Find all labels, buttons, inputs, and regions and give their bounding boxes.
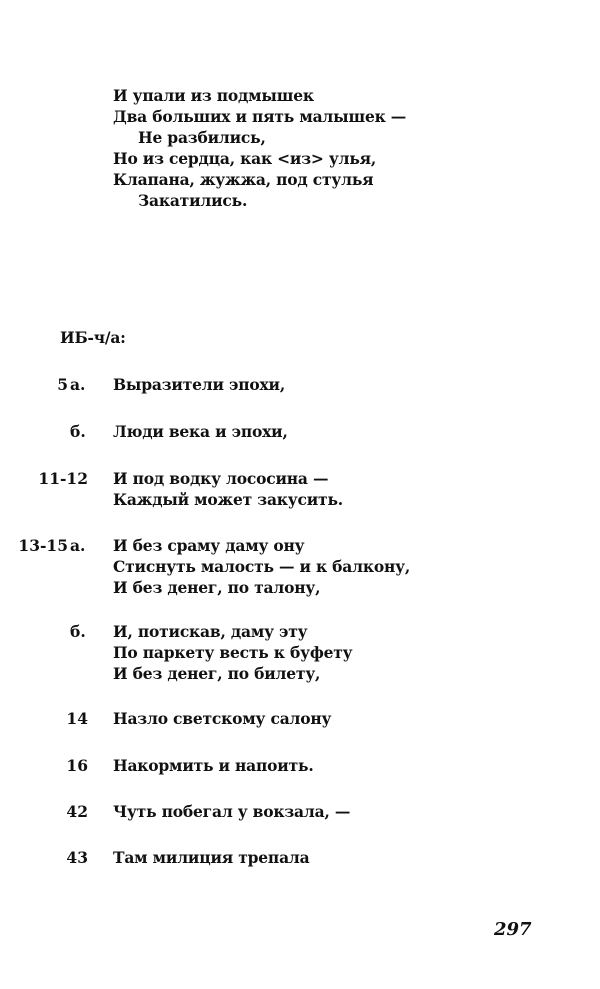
variant-line: И под водку лососина — [113,469,329,488]
variant-letter: б. [70,422,86,441]
variant-line: И без денег, по талону, [113,578,321,597]
stanza-line: Закатились. [138,191,248,210]
line-number: 42 [66,802,88,821]
variant-line: И без денег, по билету, [113,664,321,683]
variant-line: Там милиция трепала [113,848,310,867]
variant-line: Выразители эпохи, [113,375,286,394]
line-number: 16 [66,756,88,775]
stanza-line: Клапана, жужжа, под стулья [113,170,374,189]
variant-line: Каждый может закусить. [113,490,343,509]
variant-line: И без сраму даму ону [113,536,305,555]
variant-line: Стиснуть малость — и к балкону, [113,557,411,576]
variant-line: Накормить и напоить. [113,756,314,775]
variant-line: Чуть побегал у вокзала, — [113,802,351,821]
variant-letter: а. [70,536,86,555]
line-number: 13-15 [18,536,68,555]
stanza-line: И упали из подмышек [113,86,314,105]
stanza-line: Не разбились, [138,128,266,147]
variant-letter: а. [70,375,86,394]
variant-line: По паркету весть к буфету [113,643,353,662]
variant-line: И, потискав, даму эту [113,622,308,641]
stanza-line: Но из сердца, как <из> улья, [113,149,377,168]
section-heading: ИБ-ч/а: [60,328,126,347]
variant-letter: б. [70,622,86,641]
line-number: 43 [66,848,88,867]
line-number: 5 [57,375,68,394]
page-number: 297 [494,919,532,940]
line-number: 11-12 [38,469,88,488]
line-number: 14 [66,709,88,728]
variant-line: Назло светскому салону [113,709,332,728]
stanza-line: Два больших и пять малышек — [113,107,407,126]
variant-line: Люди века и эпохи, [113,422,288,441]
